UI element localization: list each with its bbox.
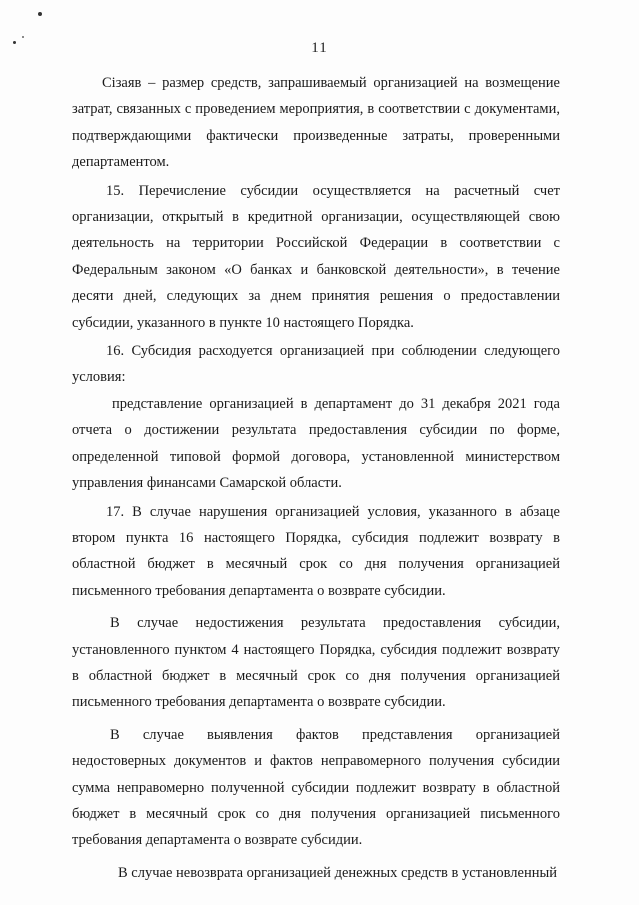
paragraph-cizayav-definition: Сізаяв – размер средств, запрашиваемый организацией на возмещение затрат, связанных с проведением мероприятия, в соответствии с документами, подтверждающими фактически произведенные затраты, проверенными департаментом.: [72, 75, 560, 171]
paragraph-item-16-condition: представление организацией в департамент до 31 декабря 2021 года отчета о достижении результата предоставления субсидии по форме, определенной типовой формой договора, установленной министерством управления финансами Самарской области.: [72, 395, 560, 492]
paragraph-item-15: 15. Перечисление субсидии осуществляется на расчетный счет организации, открытый в кредитной организации, осуществляющей свою деятельность на территории Российской Федерации в соответствии с Федеральным законом «О банках и банковской деятельности», в течение десяти дней, следующих за днем принятия решения о предоставлении субсидии, указанного в пункте 10 настоящего Порядка.: [72, 182, 560, 331]
scan-speck: [38, 12, 42, 16]
paragraph-nonreturn: В случае невозврата организацией денежных средств в установленный: [118, 864, 557, 881]
paragraph-item-17: 17. В случае нарушения организацией условия, указанного в абзаце втором пункта 16 настоящего Порядка, субсидия подлежит возврату в областной бюджет в месячный срок со дня получения организацией письменного требования департамента о возврате субсидии.: [72, 503, 560, 599]
paragraph-nondelivery-result: В случае недостижения результата предоставления субсидии, установленного пунктом 4 настоящего Порядка, субсидия подлежит возврату в областной бюджет в месячный срок со дня получения организацией письменного требования департамента о возврате субсидии.: [72, 615, 560, 711]
scan-speck: [22, 36, 24, 38]
document-body: [72, 70, 560, 886]
paragraph-item-16: 16. Субсидия расходуется организацией при соблюдении следующего условия:: [72, 343, 560, 386]
paragraph-false-documents: В случае выявления фактов представления организацией недостоверных документов и фактов неправомерного получения субсидии сумма неправомерно полученной субсидии подлежит возврату в областной бюджет в месячный срок со дня получения организацией письменного требования департамента о возврате субсидии.: [72, 726, 560, 849]
page-number: 11: [311, 40, 328, 56]
